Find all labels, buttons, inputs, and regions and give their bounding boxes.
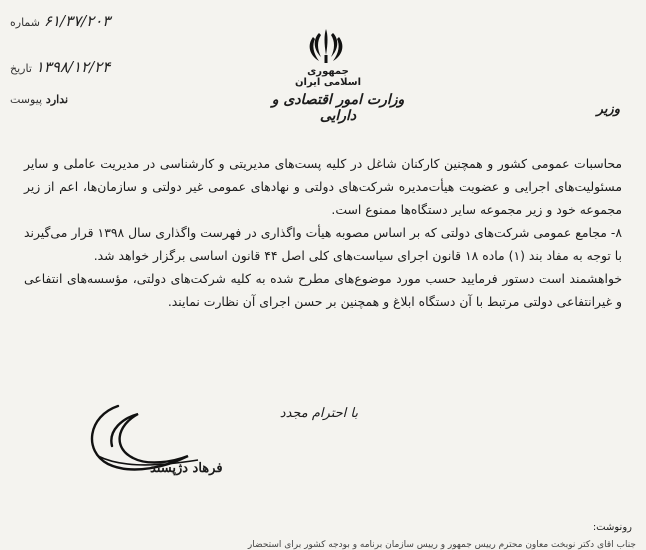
iran-emblem-icon	[303, 25, 349, 67]
attachment-value: ندارد	[45, 93, 69, 106]
letter-number-value: ۶۱/۳۷/۲۰۳	[43, 12, 111, 30]
letter-attachment	[10, 92, 68, 106]
letter-body	[24, 152, 622, 313]
republic-title: جمهوری اسلامی ایران	[294, 66, 361, 88]
letter-date-label: تاریخ	[10, 62, 32, 75]
letter-number	[10, 12, 110, 30]
signer-name: فرهاد دژپسند	[150, 461, 223, 476]
closing-phrase: با احترام مجدد	[279, 406, 358, 421]
letter-date	[10, 58, 110, 76]
body-paragraph-2: ۸- مجامع عمومی شرکت‌های دولتی که بر اساس مصوبه هیأت واگذاری در فهرست واگذاری سال ۱۳۹۸ قرار می‌گیرند با توجه به مفاد بند (۱) ماده ۱۸ قانون اجرای سیاست‌های کلی اصل ۴۴ قانون اساسی برگزار خواهد شد.	[24, 225, 622, 263]
ministry-title: وزارت امور اقتصادی و دارایی	[271, 92, 405, 124]
minister-title: وزیر	[596, 102, 620, 117]
body-paragraph-3: خواهشمند است دستور فرمایید حسب مورد موضوع‌های مطرح شده به کلیه شرکت‌های دولتی، مؤسسه‌های انتفاعی و غیرانتفاعی دولتی مرتبط با آن دستگاه ابلاغ و همچنین بر حسن اجرای آن نظارت نمایند.	[24, 271, 622, 309]
cc-label: رونوشت:	[592, 522, 632, 533]
body-paragraph-1: محاسبات عمومی کشور و همچنین کارکنان شاغل در کلیه پست‌های مدیریتی و کارشناسی در مدیریت عاملی و سایر مسئولیت‌های اجرایی و عضویت هیأت‌مدیره شرکت‌های دولتی و نهادهای عمومی غیر دولتی و سازمان‌ها، اعم از زیر مجموعه خود و زیر مجموعه سایر دستگاه‌ها ممنوع است.	[24, 156, 622, 217]
attachment-label: پیوست	[10, 93, 43, 106]
cc-recipient: جناب آقای دکتر نوبخت معاون محترم رییس جمهور و رییس سازمان برنامه و بودجه کشور برای استحضار	[247, 540, 636, 550]
letter-date-value: ۱۳۹۸/۱۲/۲۴	[35, 58, 111, 76]
letter-number-label: شماره	[10, 16, 41, 29]
